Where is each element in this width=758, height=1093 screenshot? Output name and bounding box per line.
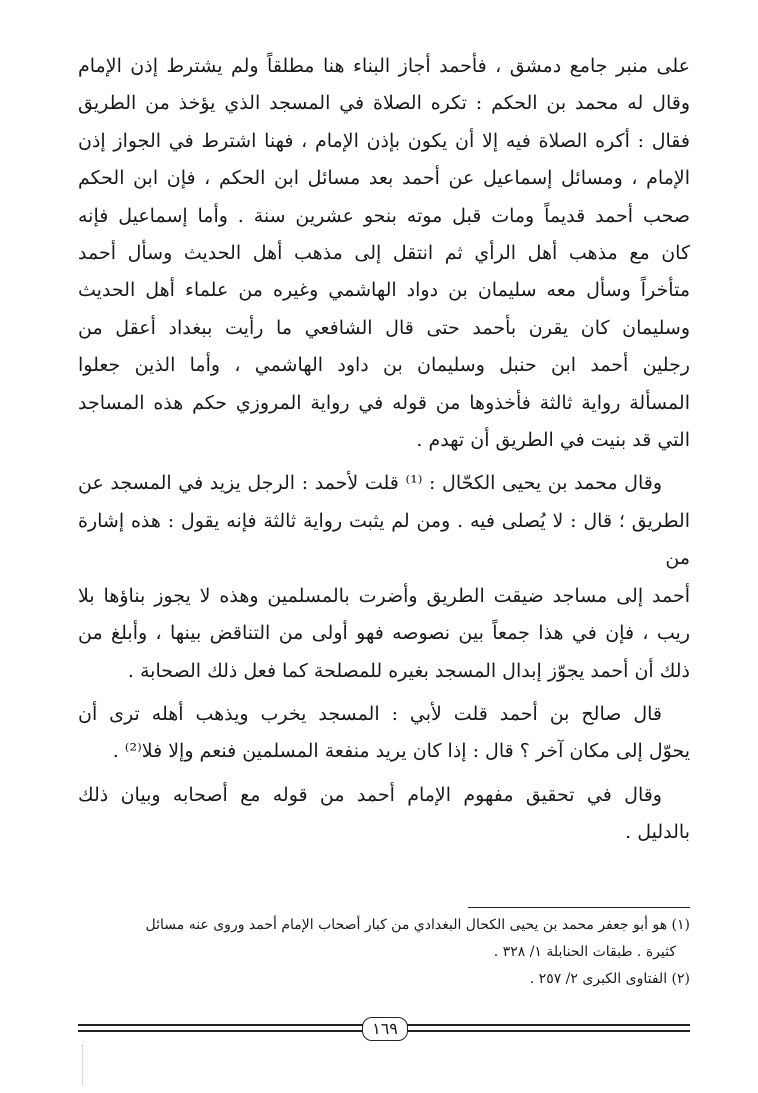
text-line: وقال في تحقيق مفهوم الإمام أحمد من قوله مع أصحابه وبيان ذلك — [78, 783, 662, 806]
text-line: الطريق ؛ قال : لا يُصلى فيه . ومن لم يثبت رواية ثالثة فإنه يقول : هذه إشارة من — [78, 509, 690, 570]
page-number: ١٦٩ — [362, 1017, 408, 1041]
footnote-line: (١) هو أبو جعفر محمد بن يحيى الكحال البغدادي من كبار أصحاب الإمام أحمد وروى عنه مسائل — [145, 917, 690, 933]
text-line: وقال له محمد بن الحكم : تكره الصلاة في المسجد الذي يؤخذ من الطريق — [78, 92, 690, 115]
text-line: كان مع مذهب أهل الرأي ثم انتقل إلى مذهب أهل الحديث وسأل أحمد — [78, 242, 690, 265]
text-line: صحب أحمد قديماً ومات قبل موته بنحو عشرين سنة . وأما إسماعيل فإنه — [78, 204, 690, 227]
text-line: ذلك أن أحمد يجوّز إبدال المسجد بغيره للمصلحة كما فعل ذلك الصحابة . — [127, 659, 690, 682]
main-text — [78, 48, 690, 858]
footnote-separator — [468, 907, 690, 908]
paragraph-4 — [78, 777, 690, 852]
text-line: رجلين أحمد ابن حنبل وسليمان بن داود الهاشمي ، وأما الذين جعلوا — [78, 354, 690, 377]
text-line: الإمام ، ومسائل إسماعيل عن أحمد بعد مسائل ابن الحكم ، فإن ابن الحكم — [78, 167, 690, 190]
text-line: وقال محمد بن يحيى الكحّال : ⁽¹⁾ قلت لأحمد : الرجل يزيد في المسجد عن — [78, 472, 662, 495]
footnotes — [78, 912, 690, 993]
text-line: على منبر جامع دمشق ، فأحمد أجاز البناء هنا مطلقاً ولم يشترط إذن الإمام — [78, 55, 690, 77]
text-line: وسليمان كان يقرن بأحمد حتى قال الشافعي ما رأيت ببغداد أعقل من — [78, 316, 690, 339]
text-line: ريب ، فإن في هذا جمعاً بين نصوصه فهو أولى من التناقض بينها ، وأبلغ من — [78, 622, 690, 645]
paragraph-1 — [78, 48, 690, 459]
paragraph-2 — [78, 465, 690, 689]
paragraph-3 — [78, 696, 690, 771]
text-line: التي قد بنيت في الطريق أن تهدم . — [416, 429, 690, 452]
text-line: فقال : أكره الصلاة فيه إلا أن يكون بإذن الإمام ، فهنا اشترط في الجواز إذن — [78, 129, 690, 152]
text-line: المسألة رواية ثالثة فأخذوها من قوله في رواية المروزي حكم هذه المساجد — [78, 391, 690, 414]
text-line: أحمد إلى مساجد ضيقت الطريق وأضرت بالمسلمين وهذه لا يجوز بناؤها بلا — [78, 584, 690, 607]
text-line: بالدليل . — [625, 821, 690, 844]
footnote-line: كثيرة . طبقات الحنابلة ١/ ٣٢٨ . — [493, 944, 676, 960]
text-line: يحوّل إلى مكان آخر ؟ قال : إذا كان يريد منفعة المسلمين فنعم وإلا فلا⁽²⁾ . — [112, 740, 690, 763]
text-line: متأخراً وسأل معه سليمان بن دواد الهاشمي وغيره من علماء أهل الحديث — [78, 279, 690, 302]
text-line: قال صالح بن أحمد قلت لأبي : المسجد يخرب ويذهب أهله ترى أن — [78, 702, 662, 725]
scan-edge-mark — [82, 1045, 85, 1085]
footnote-line: (٢) الفتاوى الكبرى ٢/ ٢٥٧ . — [529, 971, 690, 987]
